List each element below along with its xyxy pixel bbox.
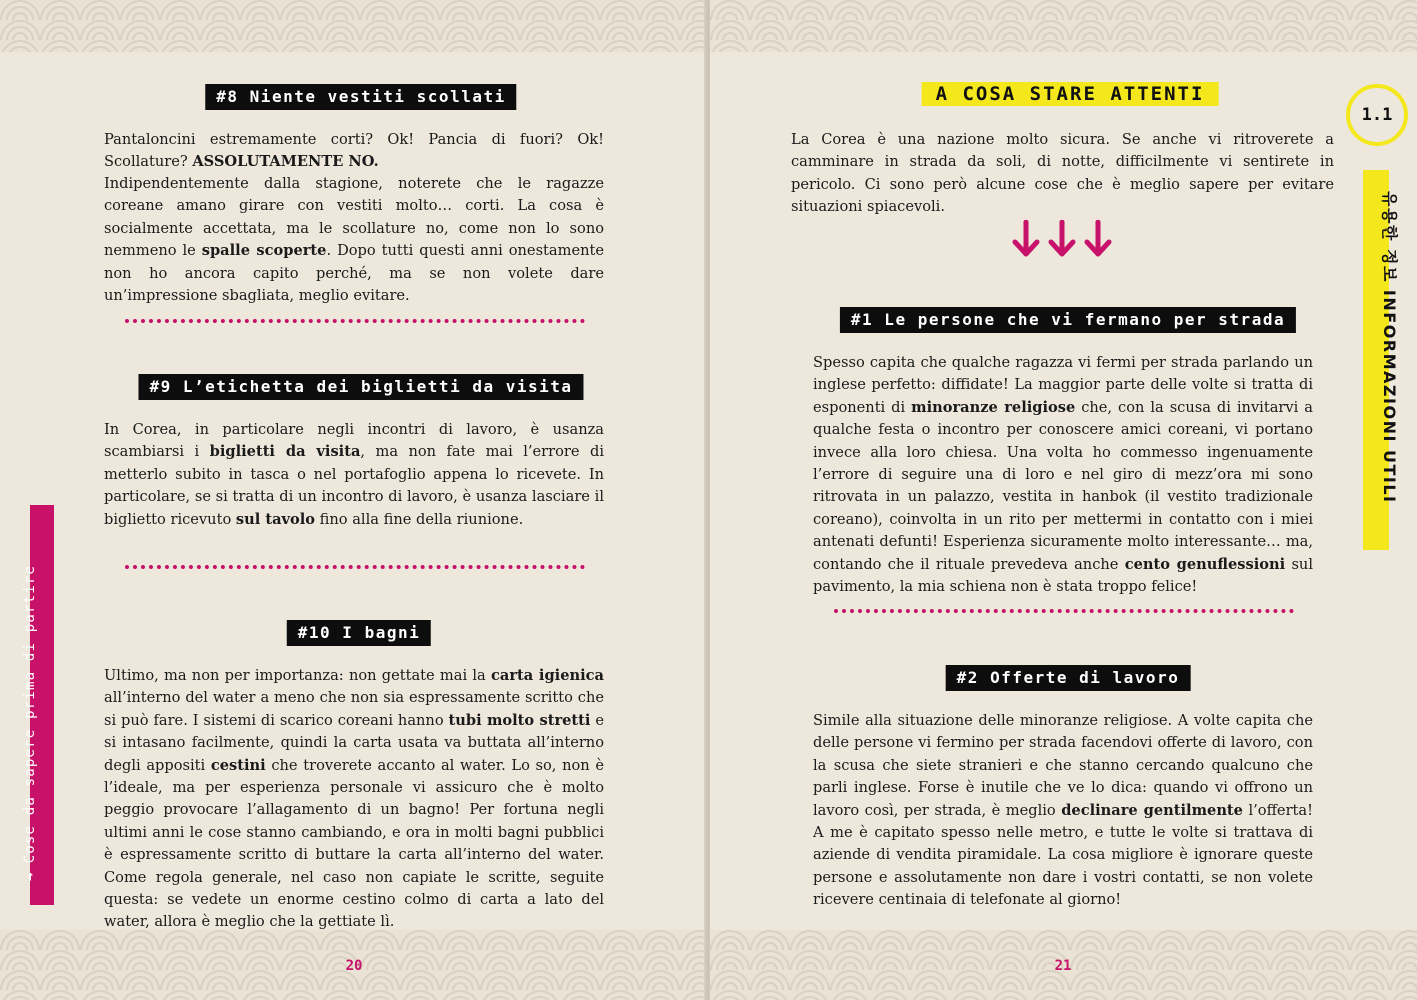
section-side-tab-label: 유용한 정보 INFORMAZIONI UTILI <box>1380 191 1399 504</box>
emphasis-text: declinare gentilmente <box>1061 801 1243 819</box>
section-heading-1: #1 Le persone che vi fermano per strada <box>840 307 1296 333</box>
emphasis-text: sul tavolo <box>235 510 316 528</box>
wave-pattern-top <box>0 0 706 52</box>
triple-down-arrow-icon <box>1011 220 1113 260</box>
emphasis-text: cento genuflessioni <box>1124 555 1286 573</box>
section-8-text-1: Pantaloncini estremamente corti? Ok! Pancia di fuori? Ok! Scollature? ASSOLUTAMENTE NO. <box>104 131 604 171</box>
chapter-side-tab <box>22 505 54 905</box>
section-heading-10: #10 I bagni <box>287 620 431 646</box>
emphasis-text: cestini <box>210 756 266 774</box>
main-heading: A COSA STARE ATTENTI <box>922 82 1219 106</box>
section-2-text: Simile alla situazione delle minoranze religiose. A volte capita che delle persone vi fermino per strada facendovi offerte di lavoro, con la scusa che siete stranieri e che stanno cercando qualcuno che parli inglese. Forse è inutile che ve lo dica: quando vi offrono un lavoro così, per strada, è meglio declinare gentilmente l’offerta! A me è capitato spesso nelle metro, e tutte le volte si trattava di aziende di vendita piramidale. La cosa migliore è ignorare queste persone e assolutamente non dare i vostri contatti, se non volete ricevere centinaia di telefonate al giorno! <box>813 712 1313 909</box>
section-side-tab <box>1363 170 1399 550</box>
page-number-left: 20 <box>345 958 363 974</box>
down-arrow-icon <box>1083 220 1113 260</box>
emphasis-text: carta igienica <box>491 667 604 684</box>
dotted-divider <box>125 319 585 323</box>
right-page <box>710 0 1417 1000</box>
section-9-text: In Corea, in particolare negli incontri di lavoro, è usanza scambiarsi i biglietti da visita, ma non fate mai l’errore di metterlo subito in tasca o nel portafoglio appena lo ricevete. In particolare, se si tratta di un incontro di lavoro, è usanza lasciare il biglietto ricevuto sul tavolo fino alla fine della riunione. <box>104 421 604 528</box>
emphasis-text: minoranze religiose <box>911 398 1076 416</box>
wave-pattern-top <box>710 0 1417 52</box>
chapter-side-tab-label: Cose da sapere prima di partire <box>22 564 38 864</box>
emphasis-text: spalle scoperte <box>201 242 327 260</box>
chapter-badge: 1.1 <box>1346 84 1408 146</box>
emphasis-text: ASSOLUTAMENTE NO. <box>192 153 379 171</box>
section-heading-9: #9 L’etichetta dei biglietti da visita <box>138 374 583 400</box>
down-arrow-icon <box>1011 220 1041 260</box>
page-number-right: 21 <box>1054 958 1072 974</box>
emphasis-text: tubi molto stretti <box>448 711 591 729</box>
left-page <box>0 0 706 1000</box>
down-arrow-icon <box>1047 220 1077 260</box>
intro-text: La Corea è una nazione molto sicura. Se anche vi ritroverete a camminare in strada da soli, di notte, difficilmente vi sentirete in pericolo. Ci sono però alcune cose che è meglio sapere per evitare situazioni spiacevoli. <box>791 131 1334 216</box>
arrow-up-icon: → <box>22 871 38 881</box>
section-10-text: Ultimo, ma non per importanza: non gettate mai la carta igienica all’interno del water a meno che non sia espressamente scritto che si può fare. I sistemi di scarico coreani hanno tubi molto stretti e si intasano facilmente, quindi la carta usata va buttata all’interno degli appositi cestini che troverete accanto al water. Lo so, non è l’ideale, ma per esperienza personale vi assicuro che è molto peggio provocare l’allagamento di un bagno! Per fortuna negli ultimi anni le cose stanno cambiando, e ora in molti bagni pubblici è espressamente scritto di buttare la carta all’interno del water. Come regola generale, nel caso non capiate le scritte, seguite questa: se vedete un enorme cestino colmo di carta a lato del water, allora è meglio che la gettiate lì. <box>104 667 604 931</box>
emphasis-text: biglietti da visita <box>209 443 361 461</box>
section-1-text: Spesso capita che qualche ragazza vi fermi per strada parlando un inglese perfetto: diffidate! La maggior parte delle volte si tratta di esponenti di minoranze religiose che, con la scusa di invitarvi a qualche festa o incontro per conoscere amici coreani, vi portano invece alla loro chiesa. Una volta ho commesso ingenuamente l’errore di seguire una di loro e nel giro di mezz’ora mi sono ritrovata in un palazzo, vestita in hanbok (il vestito tradizionale coreano), coinvolta in un rito per mettermi in contatto con i miei antenati defunti! Esperienza sicuramente molto interessante… ma, contando che il rituale prevedeva anche cento genuflessioni sul pavimento, la mia schiena non è stata troppo felice! <box>813 354 1313 596</box>
section-heading-2: #2 Offerte di lavoro <box>946 665 1191 691</box>
section-8-text-2: Indipendentemente dalla stagione, noterete che le ragazze coreane amano girare con vestiti molto… corti. La cosa è socialmente accettata, ma le scollature no, come non lo sono nemmeno le spalle scoperte. Dopo tutti questi anni onestamente non ho ancora capito perché, ma se non volete dare un’impressione sbagliata, meglio evitare. <box>104 175 604 305</box>
section-heading-8: #8 Niente vestiti scollati <box>205 84 516 110</box>
dotted-divider <box>834 609 1294 613</box>
dotted-divider <box>125 565 585 569</box>
